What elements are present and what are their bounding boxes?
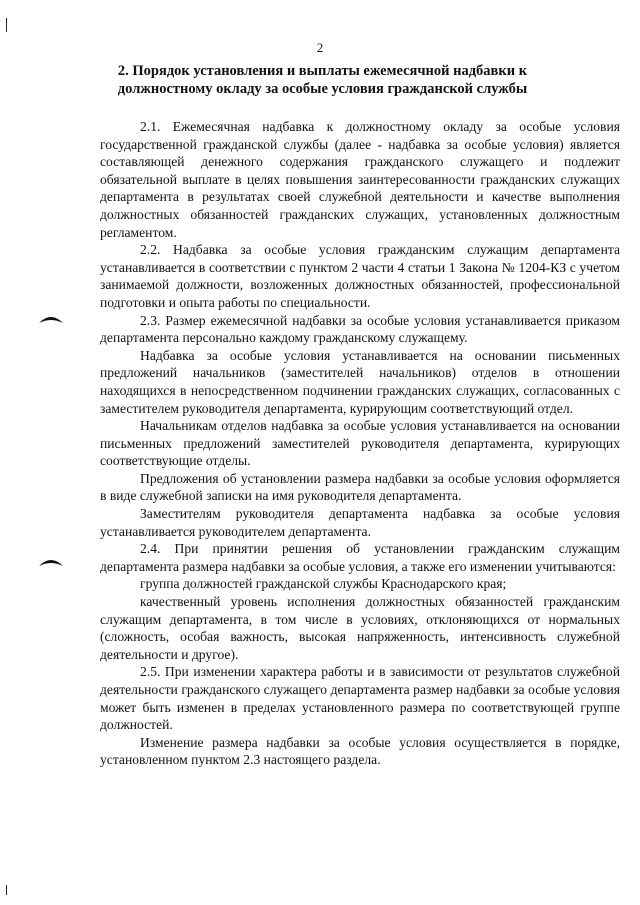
paragraph-2-4: 2.4. При принятии решения об установлении гражданским служащим департамента размера надбавки за особые условия, а также его изменении учитываются: (100, 541, 620, 574)
section-heading: 2. Порядок установления и выплаты ежемесячной надбавки к должностному окладу за особые условия гражданской службы (117, 63, 528, 97)
paragraph-memo: Предложения об установлении размера надбавки за особые условия оформляется в виде служебной записки на имя руководителя департамента. (100, 470, 620, 504)
list-item-position-group: группа должностей гражданской службы Краснодарского края; (140, 576, 507, 592)
paragraph-proposals-heads: Надбавка за особые условия устанавливается на основании письменных предложений начальников (заместителей начальников) отделов в отношении находящихся в непосредственном подчинении гражданских служащих, согласованных с заместителем руководителя департамента, курирующим соответствующий отдел. (100, 347, 620, 416)
scan-edge-mark-bottom (6, 885, 7, 895)
list-item-quality-level: качественный уровень исполнения должностных обязанностей гражданским служащим департамента, в том числе в условиях, отклоняющихся от нормальных (сложность, особая важность, высокая напряженность, интенсивность служебной деятельности и другое). (100, 594, 620, 662)
paragraph-2-2: 2.2. Надбавка за особые условия гражданским служащим департамента устанавливается в соответствии с пунктом 2 части 4 статьи 1 Закона № 1204-КЗ с учетом занимаемой должности, возложенных должностных обязанностей, профессиональной подготовки и опыта работы по специальности. (100, 242, 620, 310)
paragraph-2-1: 2.1. Ежемесячная надбавка к должностному окладу за особые условия государственной гражданской службы (далее - надбавка за особые условия) является составляющей денежного содержания гражданского служащего и подлежит обязательной выплате в целях повышения заинтересованности гражданских служащих департамента в результатах своей служебной деятельности и качестве выполнения должностных обязанностей гражданских служащих, установленных должностным регламентом. (100, 119, 620, 240)
scan-edge-mark-top (6, 18, 7, 32)
document-body (100, 118, 620, 769)
paragraph-deputies: Заместителям руководителя департамента надбавка за особые условия устанавливается руководителем департамента. (100, 506, 620, 539)
binder-hole-mark-icon (38, 313, 64, 325)
paragraph-change-size: Изменение размера надбавки за особые условия осуществляется в порядке, установленном пунктом 2.3 настоящего раздела. (100, 734, 620, 768)
page-number: 2 (316, 40, 324, 55)
paragraph-2-3: 2.3. Размер ежемесячной надбавки за особые условия устанавливается приказом департамента персонально каждому гражданскому служащему. (100, 312, 620, 346)
paragraph-2-5: 2.5. При изменении характера работы и в зависимости от результатов служебной деятельности гражданского служащего департамента размер надбавки за особые условия может быть изменен в пределах установленного размера по соответствующей группе должностей. (100, 664, 620, 733)
paragraph-department-heads: Начальникам отделов надбавка за особые условия устанавливается на основании письменных предложений заместителей руководителя департамента, курирующих соответствующие отделы. (100, 418, 620, 469)
binder-hole-mark-icon (38, 556, 64, 568)
